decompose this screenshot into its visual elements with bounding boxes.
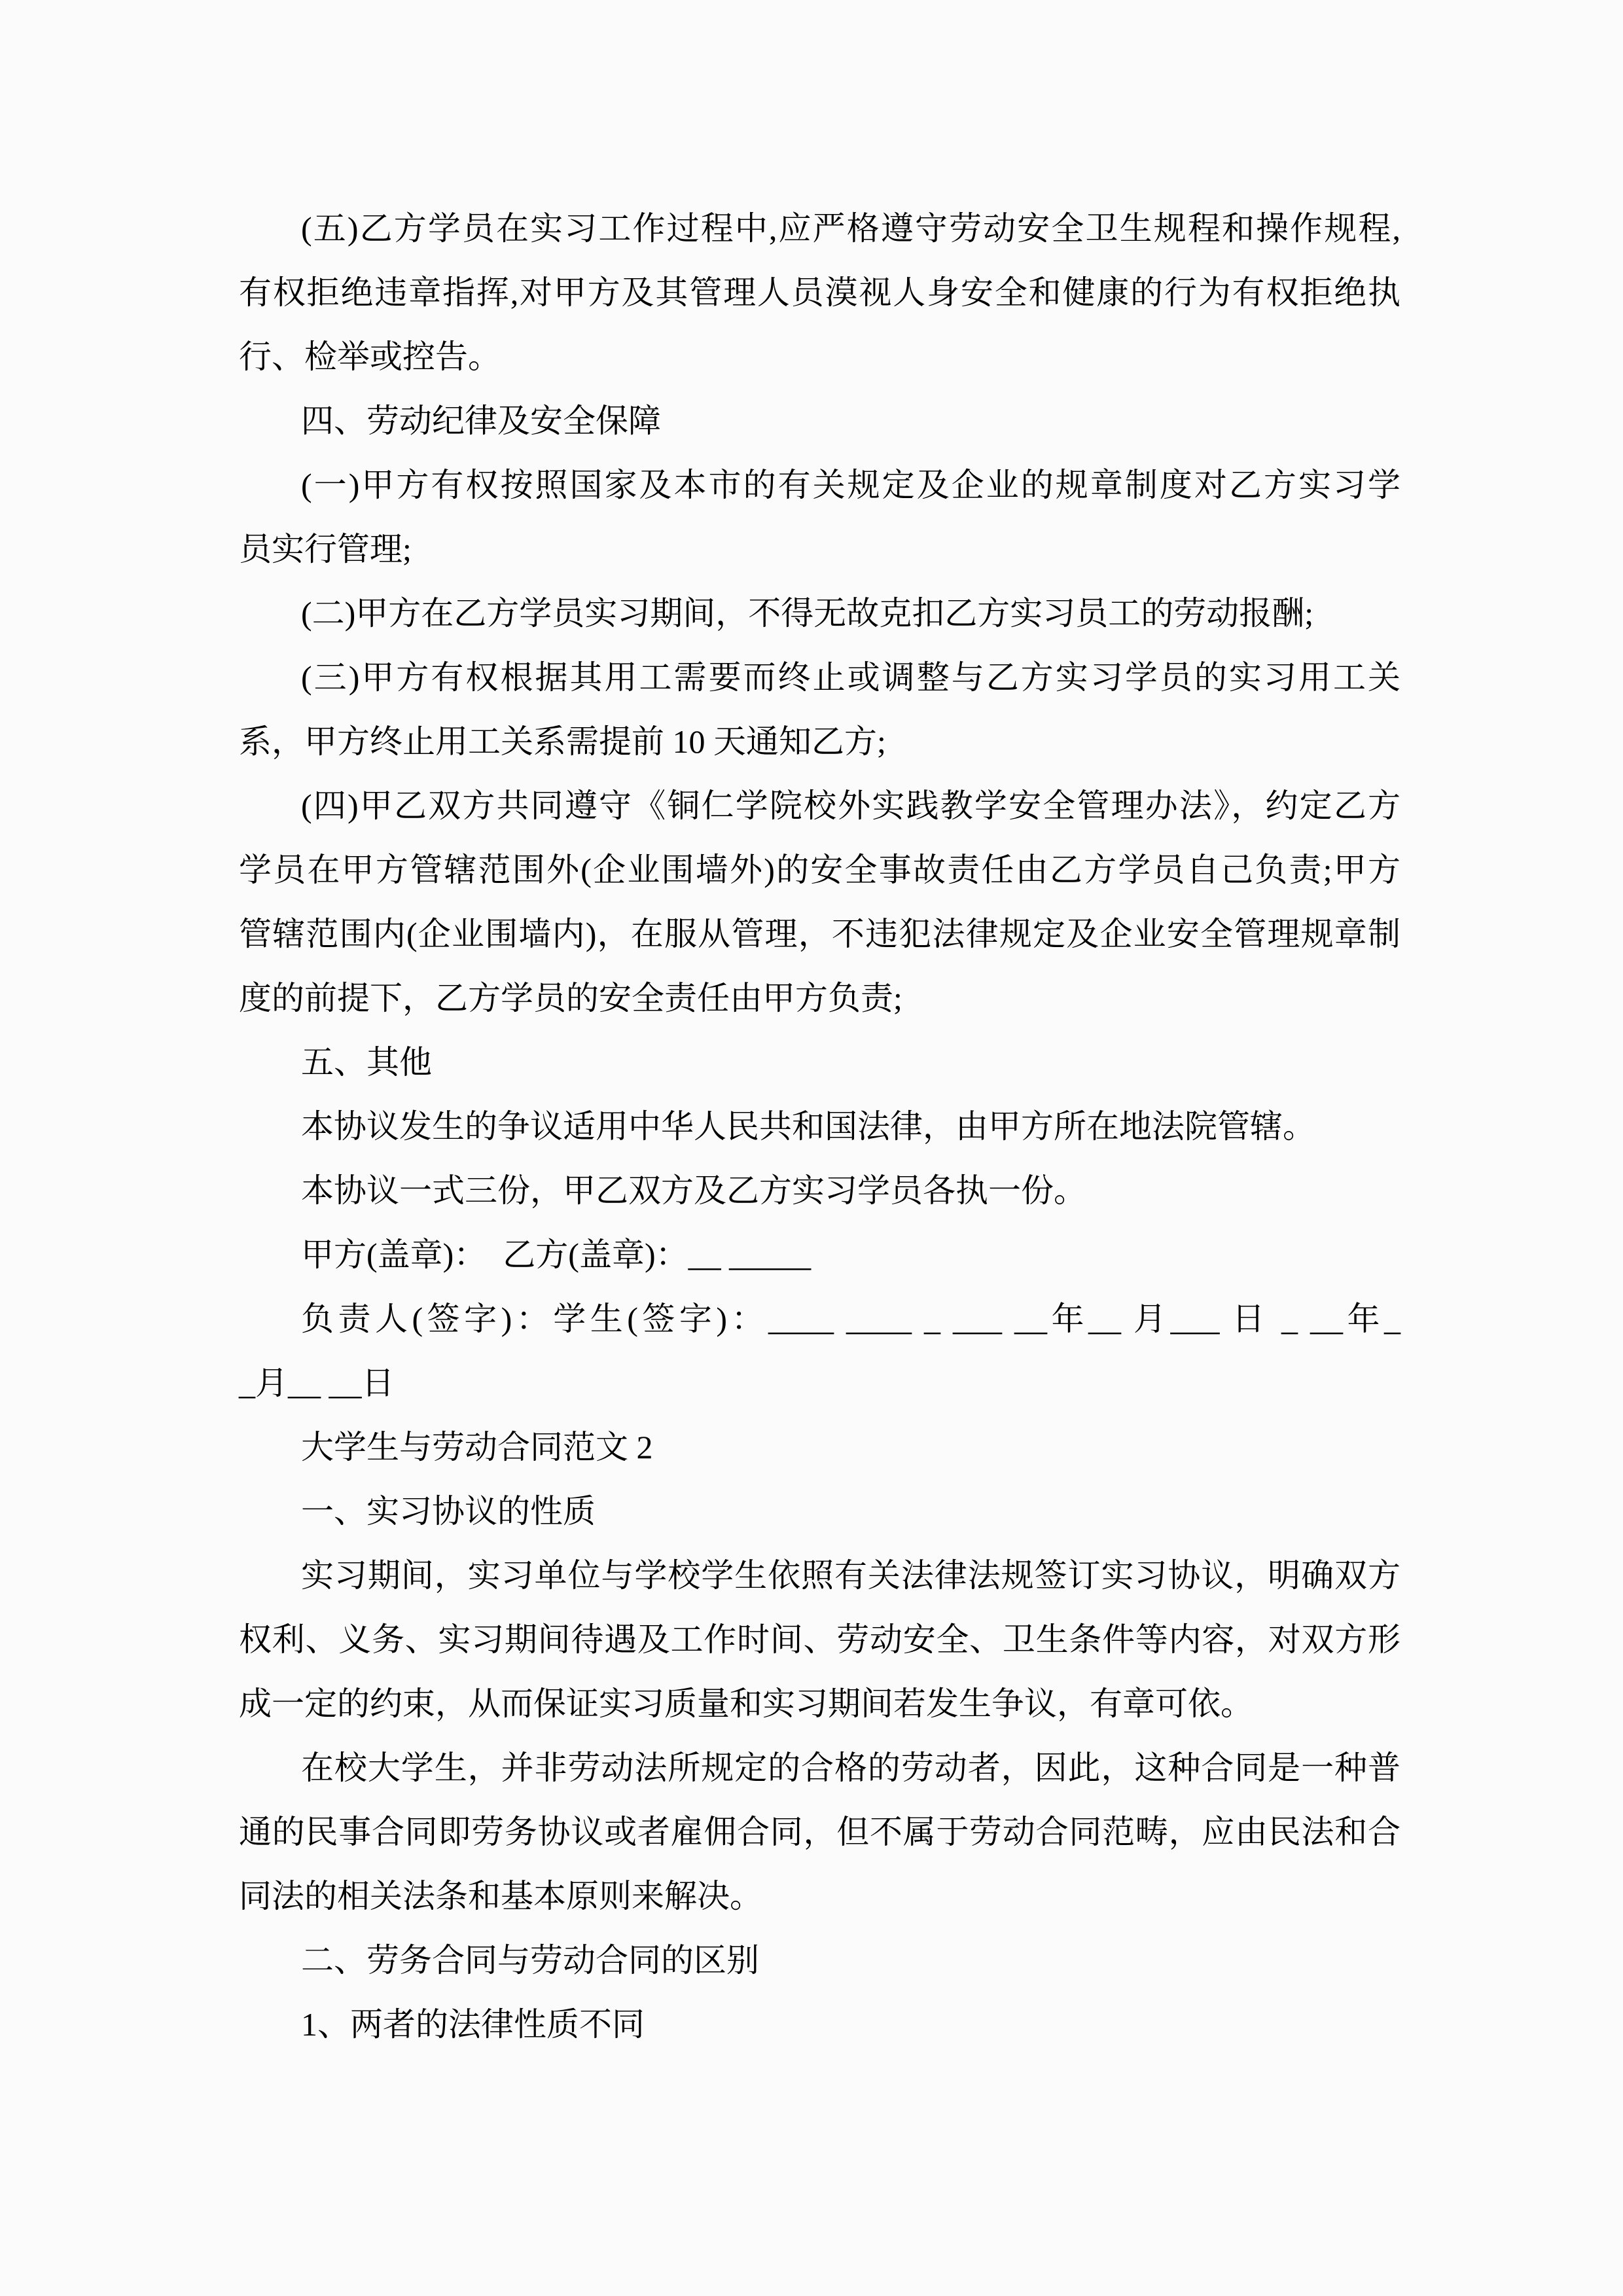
- text-line: 本协议一式三份，甲乙双方及乙方实习学员各执一份。: [301, 1172, 1086, 1209]
- text-line: 实习期间，实习单位与学校学生依照有关法律法规签订实习协议，明确双方: [301, 1557, 1400, 1594]
- document-content: [239, 196, 1400, 2056]
- text-line: (二)甲方在乙方学员实习期间，不得无故克扣乙方实习员工的劳动报酬;: [301, 595, 1314, 632]
- text-line: 负责人(签字)：学生(签字)：____ ____ _ ___ __年__ 月___ 日 _ __年_: [301, 1300, 1400, 1337]
- text-line: 行、检举或控告。: [239, 338, 501, 375]
- text-line: 同法的相关法条和基本原则来解决。: [239, 1878, 762, 1914]
- text-line: 员实行管理;: [239, 531, 412, 567]
- text-line: 度的前提下，乙方学员的安全责任由甲方负责;: [239, 980, 902, 1016]
- text-line: (一)甲方有权按照国家及本市的有关规定及企业的规章制度对乙方实习学: [301, 467, 1400, 503]
- text-line: 通的民事合同即劳务协议或者雇佣合同，但不属于劳动合同范畴，应由民法和合: [239, 1814, 1400, 1850]
- text-line: (三)甲方有权根据其用工需要而终止或调整与乙方实习学员的实习用工关: [301, 659, 1400, 696]
- text-line: 在校大学生，并非劳动法所规定的合格的劳动者，因此，这种合同是一种普: [301, 1749, 1400, 1786]
- text-line: 甲方(盖章)： 乙方(盖章)：__ _____: [301, 1236, 812, 1273]
- text-line: _月__ __日: [239, 1365, 395, 1401]
- text-line: 成一定的约束，从而保证实习质量和实习期间若发生争议，有章可依。: [239, 1685, 1253, 1722]
- text-line: (四)甲乙双方共同遵守《铜仁学院校外实践教学安全管理办法》，约定乙方: [301, 787, 1400, 824]
- text-line: 学员在甲方管辖范围外(企业围墙外)的安全事故责任由乙方学员自己负责;甲方: [239, 852, 1400, 888]
- text-line: 本协议发生的争议适用中华人民共和国法律，由甲方所在地法院管辖。: [301, 1108, 1315, 1145]
- text-line: 有权拒绝违章指挥,对甲方及其管理人员漠视人身安全和健康的行为有权拒绝执: [239, 274, 1400, 311]
- text-line: 一、实习协议的性质: [301, 1493, 596, 1530]
- text-line: (五)乙方学员在实习工作过程中,应严格遵守劳动安全卫生规程和操作规程,: [301, 210, 1400, 247]
- text-line: 系，甲方终止用工关系需提前 10 天通知乙方;: [239, 723, 886, 760]
- text-line: 大学生与劳动合同范文 2: [301, 1429, 653, 1465]
- text-line: 四、劳动纪律及安全保障: [301, 403, 661, 439]
- text-line: 权利、义务、实习期间待遇及工作时间、劳动安全、卫生条件等内容，对双方形: [239, 1621, 1400, 1658]
- text-line: 五、其他: [301, 1044, 432, 1081]
- text-line: 1、两者的法律性质不同: [301, 2006, 645, 2043]
- text-line: 管辖范围内(企业围墙内)，在服从管理，不违犯法律规定及企业安全管理规章制: [239, 916, 1400, 952]
- text-line: 二、劳务合同与劳动合同的区别: [301, 1942, 759, 1979]
